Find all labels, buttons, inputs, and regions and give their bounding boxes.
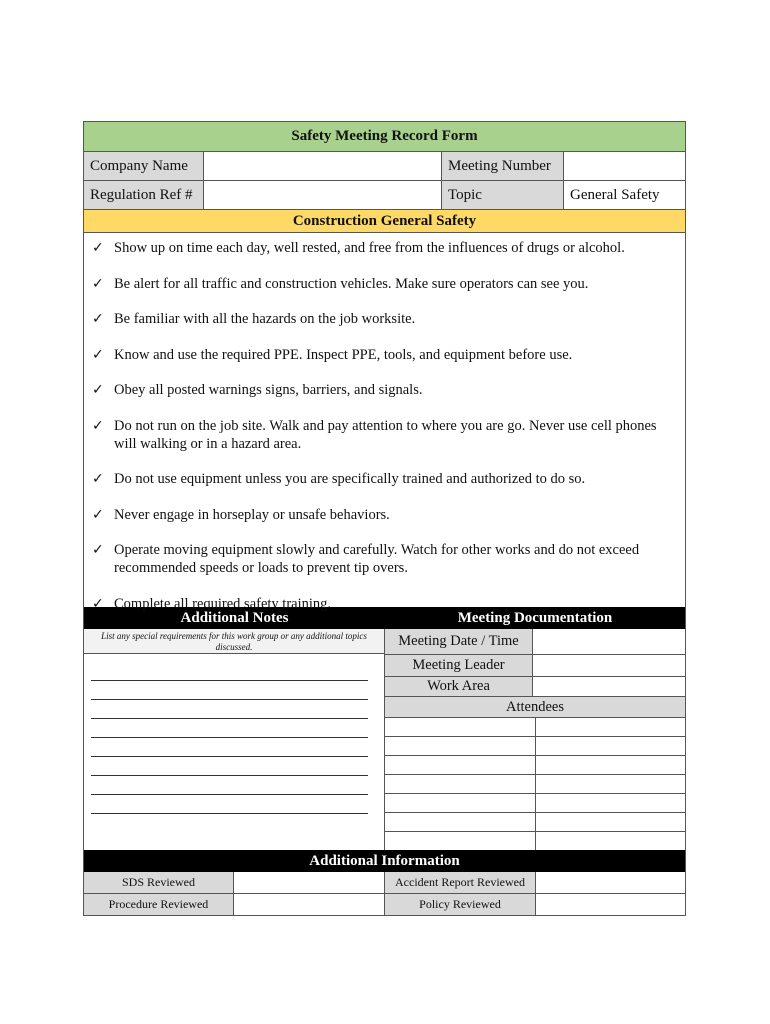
note-line[interactable] (91, 719, 368, 738)
notes-doc-section (84, 629, 685, 850)
safety-meeting-form (83, 121, 686, 916)
checkmark-icon: ✓ (92, 240, 104, 256)
accident-report-field[interactable] (536, 872, 685, 893)
attendee-cell[interactable] (385, 775, 536, 793)
list-item: ✓ Never engage in horseplay or unsafe behaviors. (92, 506, 390, 523)
company-row (84, 152, 685, 181)
policy-reviewed-field[interactable] (536, 894, 685, 915)
attendee-row[interactable] (385, 794, 685, 813)
accident-report-label: Accident Report Reviewed (385, 872, 536, 893)
meeting-leader-field[interactable] (533, 655, 685, 676)
documentation-column (385, 629, 685, 850)
checkmark-icon: ✓ (92, 382, 104, 398)
note-line[interactable] (91, 662, 368, 681)
attendees-label: Attendees (385, 697, 685, 718)
checkmark-icon: ✓ (92, 506, 104, 523)
meeting-documentation-header: Meeting Documentation (457, 609, 613, 626)
policy-reviewed-label: Policy Reviewed (385, 894, 536, 915)
note-line[interactable] (91, 757, 368, 776)
list-item: ✓ Show up on time each day, well rested, and free from the influences of drugs or alcohol. (92, 240, 625, 256)
regulation-ref-label: Regulation Ref # (84, 181, 204, 209)
meeting-date-row (385, 629, 685, 655)
work-area-field[interactable] (533, 677, 685, 696)
attendee-cell[interactable] (385, 718, 536, 736)
meeting-leader-row (385, 655, 685, 677)
checkmark-icon: ✓ (92, 311, 104, 327)
section-title: Construction General Safety (84, 210, 685, 233)
notes-area[interactable] (84, 654, 384, 841)
list-item: ✓ Complete all required safety training. (92, 595, 332, 612)
note-line[interactable] (91, 795, 368, 814)
safety-rules-list (84, 233, 685, 612)
list-item: ✓ Be alert for all traffic and construction vehicles. Make sure operators can see you. (92, 275, 589, 292)
attendee-row[interactable] (385, 775, 685, 794)
note-line[interactable] (91, 776, 368, 795)
procedure-reviewed-field[interactable] (234, 894, 385, 915)
checkmark-icon: ✓ (92, 471, 104, 487)
company-name-field[interactable] (204, 152, 442, 180)
attendee-cell[interactable] (385, 832, 536, 850)
company-name-label: Company Name (84, 152, 204, 180)
checkmark-icon: ✓ (92, 346, 104, 363)
checkmark-icon: ✓ (92, 417, 104, 434)
checkmark-icon: ✓ (92, 275, 104, 292)
meeting-number-field[interactable] (564, 152, 685, 180)
attendee-row[interactable] (385, 813, 685, 832)
attendee-row[interactable] (385, 832, 685, 850)
form-title: Safety Meeting Record Form (84, 122, 685, 152)
topic-field[interactable]: General Safety (570, 186, 660, 203)
checkmark-icon: ✓ (92, 595, 104, 612)
attendee-cell[interactable] (385, 813, 536, 831)
attendee-row[interactable] (385, 718, 685, 737)
additional-notes-header: Additional Notes (180, 609, 289, 626)
list-item: ✓ Obey all posted warnings signs, barriers, and signals. (92, 382, 423, 398)
topic-label: Topic (442, 181, 564, 209)
note-line[interactable] (91, 700, 368, 719)
meeting-date-label: Meeting Date / Time (385, 629, 533, 654)
additional-info-header: Additional Information (84, 850, 685, 872)
checkmark-icon: ✓ (92, 542, 104, 558)
work-area-label: Work Area (385, 677, 533, 696)
sds-reviewed-field[interactable] (234, 872, 385, 893)
notes-doc-header (84, 607, 685, 629)
regulation-row (84, 181, 685, 210)
attendee-row[interactable] (385, 756, 685, 775)
attendee-cell[interactable] (385, 737, 536, 755)
info-row (84, 894, 685, 915)
attendee-cell[interactable] (385, 794, 536, 812)
sds-reviewed-label: SDS Reviewed (84, 872, 234, 893)
list-item: ✓ Do not run on the job site. Walk and pay attention to where you are go. Never use cell phones will walking or in a hazard area. (92, 417, 657, 452)
meeting-leader-label: Meeting Leader (385, 655, 533, 676)
list-item: ✓ Operate moving equipment slowly and carefully. Watch for other works and do not exceed recommended speeds or loads to prevent tip overs. (92, 542, 640, 576)
info-row (84, 872, 685, 894)
procedure-reviewed-label: Procedure Reviewed (84, 894, 234, 915)
note-line[interactable] (91, 738, 368, 757)
notes-column (84, 629, 385, 850)
regulation-ref-field[interactable] (204, 181, 442, 209)
list-item: ✓ Know and use the required PPE. Inspect PPE, tools, and equipment before use. (92, 346, 573, 363)
list-item: ✓ Be familiar with all the hazards on the job worksite. (92, 311, 416, 327)
meeting-number-label: Meeting Number (442, 152, 564, 180)
meeting-date-field[interactable] (533, 629, 685, 654)
attendee-cell[interactable] (385, 756, 536, 774)
notes-hint: List any special requirements for this work group or any additional topics discussed. (84, 629, 384, 654)
attendee-row[interactable] (385, 737, 685, 756)
note-line[interactable] (91, 681, 368, 700)
work-area-row (385, 677, 685, 697)
list-item: ✓ Do not use equipment unless you are specifically trained and authorized to do so. (92, 471, 586, 487)
